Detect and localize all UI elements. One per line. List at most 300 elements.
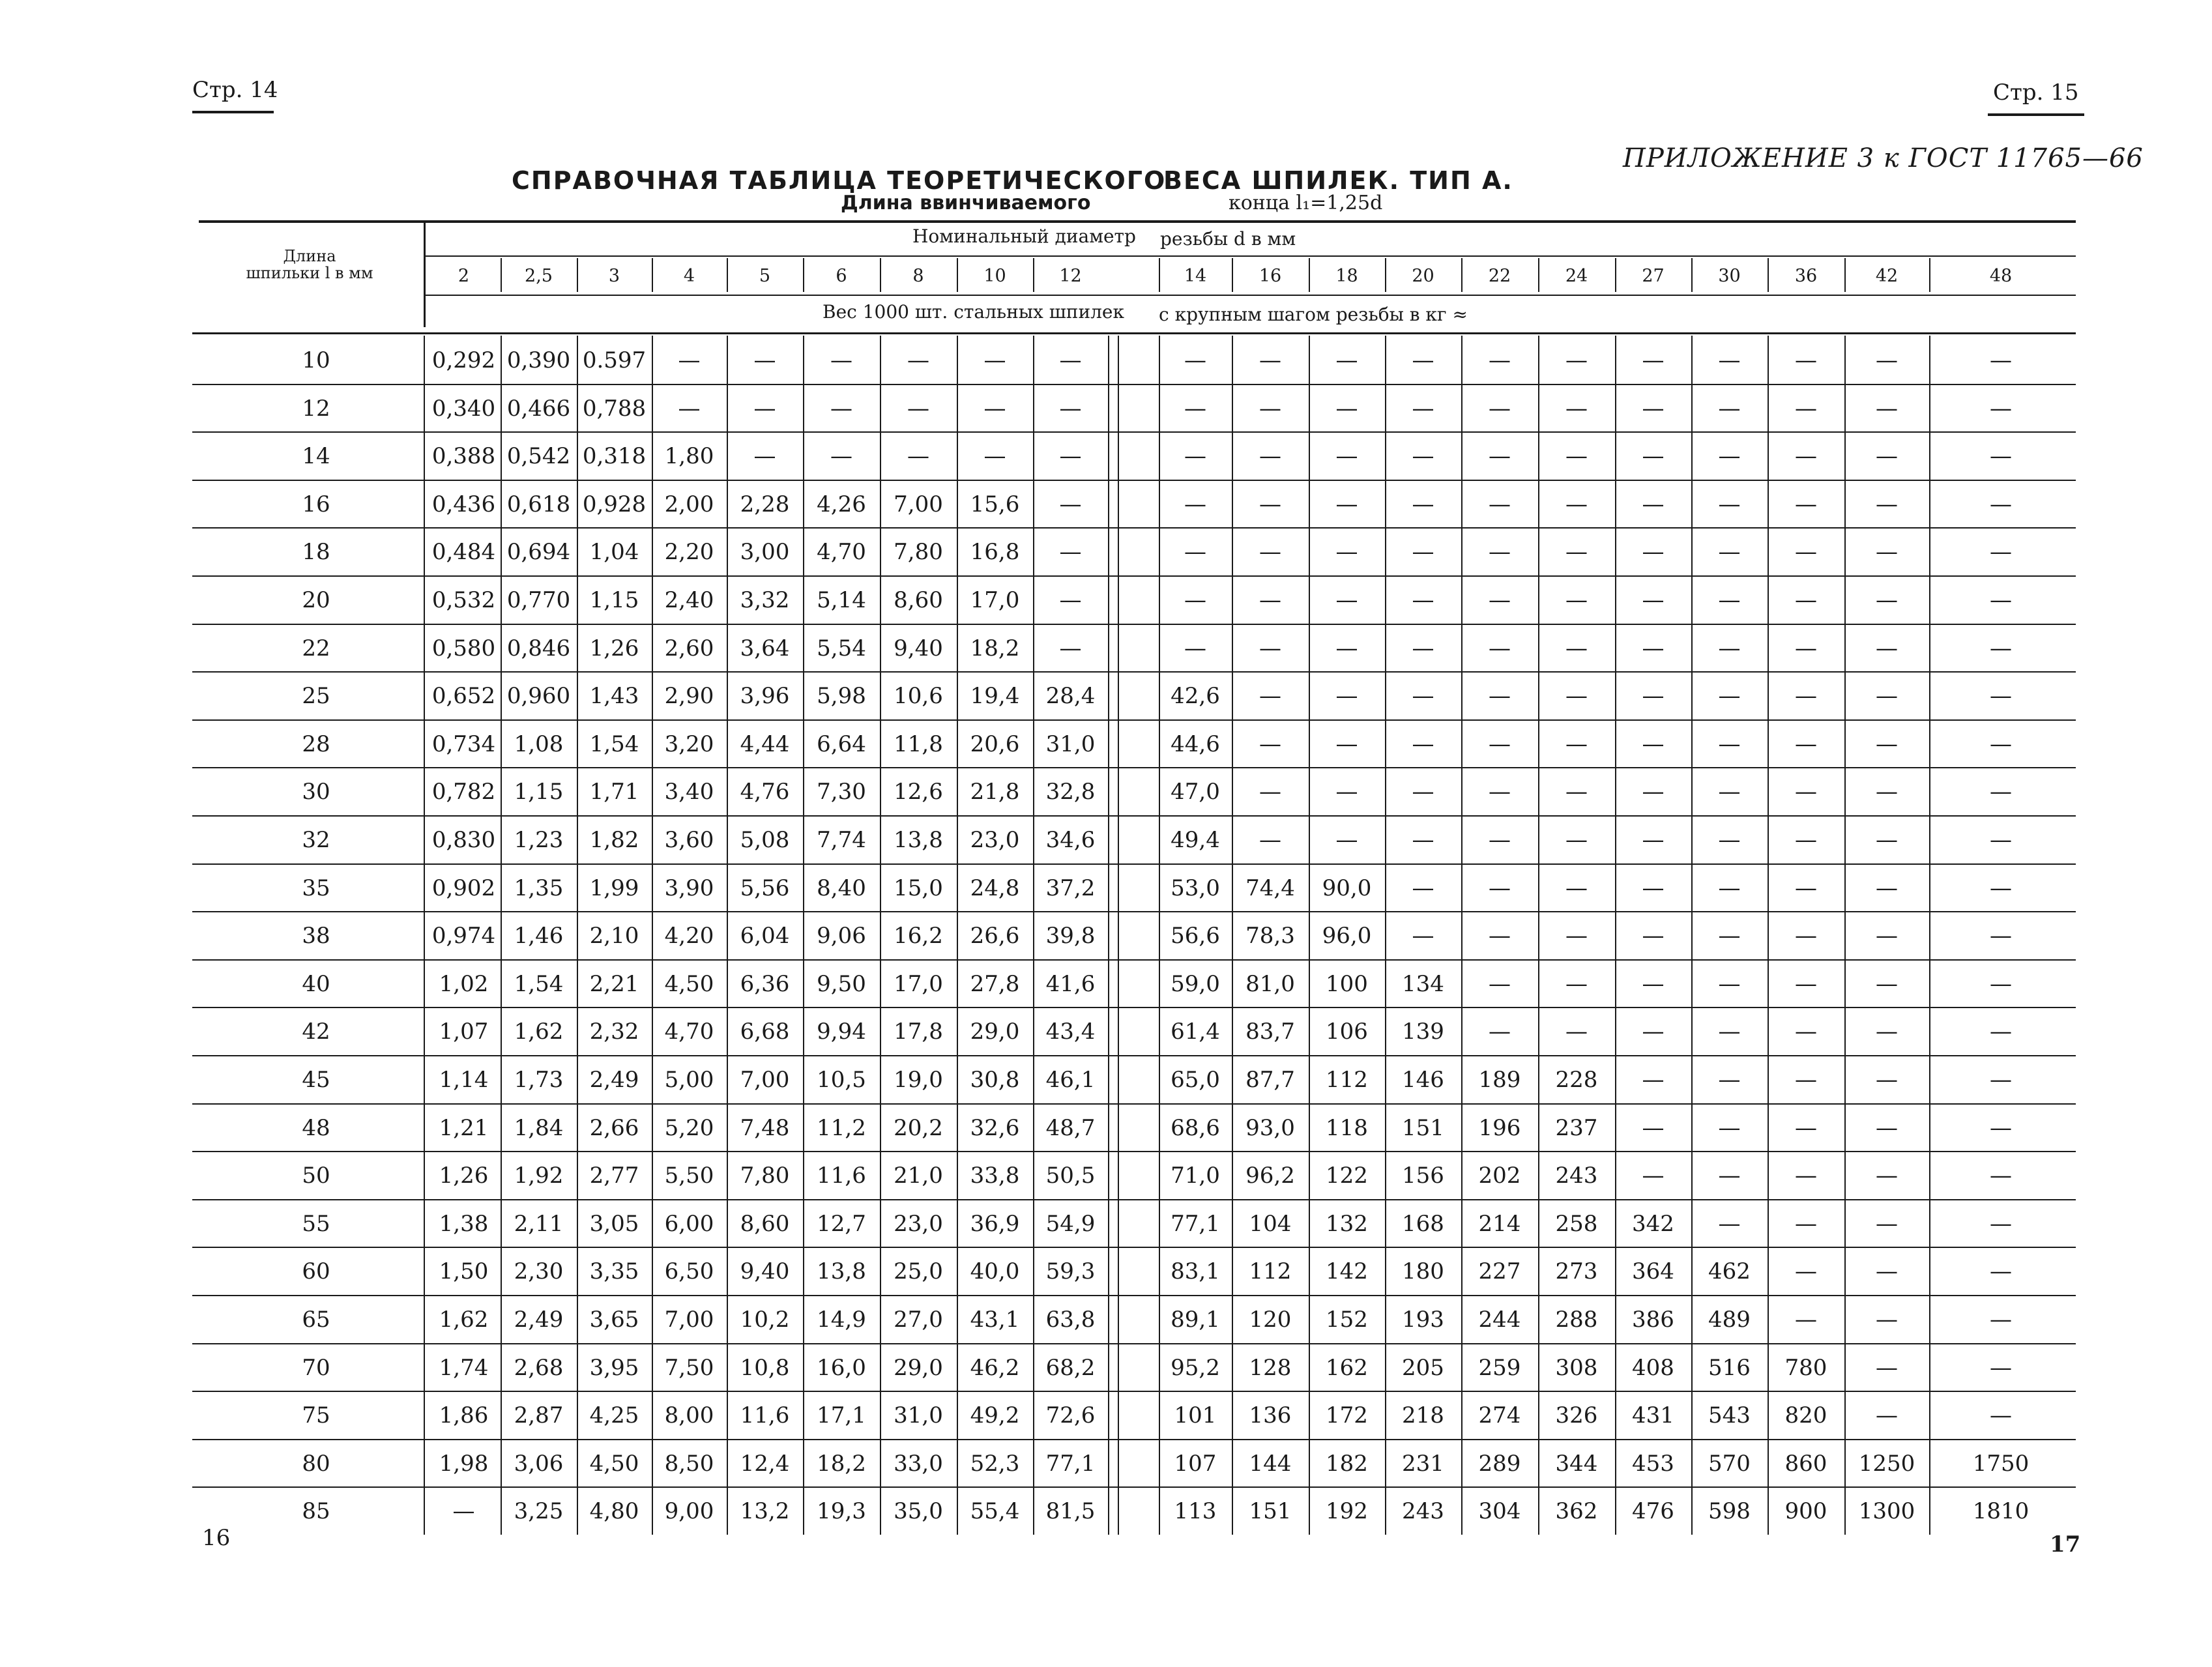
weight-cell: 6,50 bbox=[664, 1258, 714, 1285]
weight-cell: 37,2 bbox=[1045, 875, 1096, 901]
weight-cell: 408 bbox=[1632, 1354, 1674, 1381]
weight-cell: 1750 bbox=[1972, 1450, 2030, 1477]
weight-cell: 29,0 bbox=[894, 1354, 943, 1381]
weight-cell: 0,466 bbox=[506, 395, 571, 422]
weight-cell: — bbox=[1489, 539, 1511, 566]
weight-cell: — bbox=[1565, 875, 1588, 901]
row-rule bbox=[192, 719, 2076, 721]
weight-cell: — bbox=[907, 395, 929, 422]
weight-cell: — bbox=[1795, 827, 1817, 853]
diameter-header-cell: 20 bbox=[1412, 266, 1434, 286]
weight-cell: — bbox=[1990, 491, 2012, 517]
weight-cell: — bbox=[1795, 923, 1817, 949]
weight-cell: — bbox=[907, 347, 929, 373]
weight-cell: 19,0 bbox=[894, 1067, 943, 1093]
length-cell: 12 bbox=[302, 395, 330, 422]
weight-cell: 5,50 bbox=[664, 1163, 714, 1189]
weight-cell: 21,8 bbox=[970, 779, 1020, 805]
diameter-header-divider bbox=[501, 258, 502, 292]
weight-cell: — bbox=[1642, 395, 1665, 422]
weight-cell: 431 bbox=[1632, 1402, 1674, 1429]
row-rule bbox=[192, 384, 2076, 385]
weight-cell: 273 bbox=[1555, 1258, 1598, 1285]
weight-cell: 2,20 bbox=[664, 539, 714, 566]
weight-cell: — bbox=[678, 347, 701, 373]
weight-cell: 326 bbox=[1555, 1402, 1598, 1429]
weight-cell: 7,30 bbox=[817, 779, 866, 805]
weight-cell: — bbox=[1795, 395, 1817, 422]
weight-cell: 52,3 bbox=[970, 1450, 1020, 1477]
weight-cell: — bbox=[1259, 683, 1281, 710]
weight-cell: 41,6 bbox=[1045, 970, 1096, 997]
weight-cell: — bbox=[1412, 443, 1434, 470]
weight-cell: — bbox=[1795, 1114, 1817, 1141]
weight-cell: 32,6 bbox=[970, 1114, 1020, 1141]
weight-cell: 8,60 bbox=[740, 1210, 790, 1237]
weight-cell: — bbox=[983, 347, 1006, 373]
weight-cell: 570 bbox=[1708, 1450, 1751, 1477]
diameter-header-divider bbox=[652, 258, 653, 292]
weight-cell: — bbox=[1335, 539, 1358, 566]
weight-cell: — bbox=[1876, 683, 1898, 710]
diameter-header-divider bbox=[1461, 258, 1463, 292]
weight-cell: 68,2 bbox=[1045, 1354, 1096, 1381]
weight-cell: — bbox=[1718, 587, 1741, 613]
weight-cell: 0,782 bbox=[431, 779, 496, 805]
weight-cell: 17,1 bbox=[817, 1402, 866, 1429]
weight-cell: — bbox=[1876, 491, 1898, 517]
weight-cell: — bbox=[1642, 443, 1665, 470]
weight-cell: — bbox=[1876, 1210, 1898, 1237]
weight-cell: 132 bbox=[1326, 1210, 1368, 1237]
weight-cell: — bbox=[1059, 491, 1082, 517]
weight-cell: — bbox=[1335, 395, 1358, 422]
weight-cell: 1,02 bbox=[439, 970, 489, 997]
length-cell: 25 bbox=[302, 683, 330, 710]
weight-cell: — bbox=[1990, 875, 2012, 901]
weight-cell: — bbox=[1718, 1067, 1741, 1093]
weight-cell: — bbox=[1990, 1210, 2012, 1237]
weight-cell: — bbox=[1335, 491, 1358, 517]
weight-cell: 193 bbox=[1402, 1307, 1444, 1333]
weight-cell: — bbox=[1335, 347, 1358, 373]
weight-cell: 15,0 bbox=[894, 875, 943, 901]
diameter-header-cell: 22 bbox=[1488, 266, 1511, 286]
length-cell: 80 bbox=[302, 1450, 330, 1477]
weight-cell: — bbox=[1718, 635, 1741, 661]
weight-cell: 74,4 bbox=[1245, 875, 1295, 901]
weight-cell: — bbox=[1642, 587, 1665, 613]
weight-cell: — bbox=[1565, 683, 1588, 710]
weight-cell: 118 bbox=[1326, 1114, 1368, 1141]
weight-cell: 53,0 bbox=[1171, 875, 1220, 901]
weight-cell: — bbox=[753, 443, 776, 470]
weight-cell: 7,74 bbox=[817, 827, 866, 853]
weight-cell: 231 bbox=[1402, 1450, 1444, 1477]
page-number-left-underline bbox=[192, 111, 274, 113]
weight-cell: 1,84 bbox=[514, 1114, 564, 1141]
weight-cell: — bbox=[1184, 635, 1206, 661]
weight-cell: 33,0 bbox=[894, 1450, 943, 1477]
weight-cell: 48,7 bbox=[1045, 1114, 1096, 1141]
weight-cell: — bbox=[1795, 875, 1817, 901]
weight-cell: — bbox=[1876, 635, 1898, 661]
weight-cell: — bbox=[1565, 395, 1588, 422]
weight-cell: 5,20 bbox=[664, 1114, 714, 1141]
length-cell: 20 bbox=[302, 587, 330, 613]
weight-cell: 101 bbox=[1174, 1402, 1217, 1429]
weight-cell: 0,960 bbox=[506, 683, 571, 710]
diameter-header-cell: 18 bbox=[1335, 266, 1358, 286]
weight-cell: 19,4 bbox=[970, 683, 1020, 710]
weight-cell: — bbox=[1718, 875, 1741, 901]
weight-cell: 3,35 bbox=[589, 1258, 639, 1285]
weight-cell: — bbox=[1642, 539, 1665, 566]
row-rule bbox=[192, 767, 2076, 768]
weight-cell: — bbox=[830, 347, 852, 373]
weight-cell: — bbox=[1876, 1402, 1898, 1429]
weight-cell: 78,3 bbox=[1245, 923, 1295, 949]
weight-cell: 1,86 bbox=[439, 1402, 489, 1429]
weight-cell: 3,25 bbox=[514, 1498, 564, 1525]
diameter-header-cell: 27 bbox=[1642, 266, 1665, 286]
weight-cell: 34,6 bbox=[1045, 827, 1096, 853]
weight-cell: 3,65 bbox=[589, 1307, 639, 1333]
page-number-left: Стр. 14 bbox=[192, 77, 278, 103]
weight-cell: — bbox=[1412, 923, 1434, 949]
weight-cell: 46,1 bbox=[1045, 1067, 1096, 1093]
diameter-header-divider bbox=[1538, 258, 1539, 292]
weight-cell: 6,04 bbox=[740, 923, 790, 949]
length-cell: 10 bbox=[302, 347, 330, 373]
length-cell: 22 bbox=[302, 635, 330, 661]
weight-cell: — bbox=[1990, 1354, 2012, 1381]
weight-cell: 20,2 bbox=[894, 1114, 943, 1141]
weight-cell: 364 bbox=[1632, 1258, 1674, 1285]
weight-cell: 274 bbox=[1478, 1402, 1521, 1429]
weight-cell: 0,484 bbox=[431, 539, 496, 566]
length-cell: 14 bbox=[302, 443, 330, 470]
weight-cell: 12,7 bbox=[817, 1210, 866, 1237]
weight-cell: 96,2 bbox=[1245, 1163, 1295, 1189]
weight-cell: — bbox=[1876, 587, 1898, 613]
weight-cell: — bbox=[1795, 1163, 1817, 1189]
diameter-header-cell: 10 bbox=[983, 266, 1006, 286]
weight-cell: 202 bbox=[1478, 1163, 1521, 1189]
weight-cell: — bbox=[1795, 779, 1817, 805]
weight-cell: — bbox=[753, 395, 776, 422]
weight-cell: — bbox=[1876, 1354, 1898, 1381]
weight-cell: — bbox=[1876, 1114, 1898, 1141]
weight-cell: 151 bbox=[1402, 1114, 1444, 1141]
weight-cell: — bbox=[1876, 731, 1898, 757]
weight-cell: 218 bbox=[1402, 1402, 1444, 1429]
weight-cell: 0,340 bbox=[431, 395, 496, 422]
weight-cell: 4,20 bbox=[664, 923, 714, 949]
weight-cell: 192 bbox=[1326, 1498, 1368, 1525]
weight-cell: — bbox=[1184, 443, 1206, 470]
weight-cell: — bbox=[1412, 683, 1434, 710]
weight-cell: 54,9 bbox=[1045, 1210, 1096, 1237]
row-rule bbox=[192, 1199, 2076, 1200]
weight-cell: 1,43 bbox=[589, 683, 639, 710]
weight-cell: 11,6 bbox=[817, 1163, 866, 1189]
weight-cell: — bbox=[1718, 443, 1741, 470]
weight-cell: 42,6 bbox=[1171, 683, 1220, 710]
weight-cell: 462 bbox=[1708, 1258, 1751, 1285]
weight-cell: — bbox=[1795, 970, 1817, 997]
weight-cell: 17,0 bbox=[970, 587, 1020, 613]
weight-cell: 1,07 bbox=[439, 1019, 489, 1045]
weight-cell: — bbox=[1795, 1258, 1817, 1285]
weight-cell: — bbox=[1642, 731, 1665, 757]
weight-cell: 142 bbox=[1326, 1258, 1368, 1285]
weight-cell: 35,0 bbox=[894, 1498, 943, 1525]
weight-cell: 0,318 bbox=[582, 443, 647, 470]
weight-cell: 27,8 bbox=[970, 970, 1020, 997]
weight-cell: — bbox=[1990, 970, 2012, 997]
weight-cell: — bbox=[1184, 491, 1206, 517]
weight-cell: 31,0 bbox=[1045, 731, 1096, 757]
weight-cell: 83,1 bbox=[1171, 1258, 1220, 1285]
row-rule bbox=[192, 1343, 2076, 1344]
weight-cell: 122 bbox=[1326, 1163, 1368, 1189]
weight-cell: — bbox=[1795, 1067, 1817, 1093]
weight-cell: 0,292 bbox=[431, 347, 496, 373]
weight-cell: — bbox=[1642, 491, 1665, 517]
weight-cell: 1,08 bbox=[514, 731, 564, 757]
diameter-header-cell: 42 bbox=[1875, 266, 1899, 286]
weight-cell: 3,05 bbox=[589, 1210, 639, 1237]
weight-cell: 1,14 bbox=[439, 1067, 489, 1093]
length-cell: 32 bbox=[302, 827, 330, 853]
weight-cell: 112 bbox=[1326, 1067, 1368, 1093]
weight-cell: — bbox=[1795, 347, 1817, 373]
weight-cell: 50,5 bbox=[1045, 1163, 1096, 1189]
weight-cell: 2,90 bbox=[664, 683, 714, 710]
column-divider bbox=[1232, 336, 1233, 1535]
column-divider bbox=[1118, 336, 1119, 1535]
weight-cell: 1,35 bbox=[514, 875, 564, 901]
weight-cell: 7,50 bbox=[664, 1354, 714, 1381]
weight-cell: — bbox=[1990, 1163, 2012, 1189]
column-divider bbox=[1033, 336, 1034, 1535]
weight-cell: — bbox=[1565, 779, 1588, 805]
weight-cell: — bbox=[1412, 587, 1434, 613]
weight-cell: — bbox=[1642, 827, 1665, 853]
weight-cell: — bbox=[1335, 683, 1358, 710]
weight-cell: — bbox=[983, 395, 1006, 422]
weight-cell: — bbox=[1795, 1019, 1817, 1045]
weight-cell: 134 bbox=[1402, 970, 1444, 997]
weight-cell: — bbox=[1565, 970, 1588, 997]
weight-cell: — bbox=[1489, 923, 1511, 949]
weight-cell: — bbox=[1489, 635, 1511, 661]
weight-cell: — bbox=[1642, 1019, 1665, 1045]
diameter-header-divider bbox=[1159, 258, 1160, 292]
weight-cell: 205 bbox=[1402, 1354, 1444, 1381]
weight-cell: 1,99 bbox=[589, 875, 639, 901]
weight-cell: 14,9 bbox=[817, 1307, 866, 1333]
weight-cell: — bbox=[1990, 587, 2012, 613]
diameter-header-divider bbox=[880, 258, 881, 292]
weight-cell: 146 bbox=[1402, 1067, 1444, 1093]
length-cell: 65 bbox=[302, 1307, 330, 1333]
length-cell: 38 bbox=[302, 923, 330, 949]
weight-cell: — bbox=[1412, 827, 1434, 853]
weight-cell: 4,26 bbox=[817, 491, 866, 517]
row-rule bbox=[192, 1391, 2076, 1392]
weight-cell: 11,8 bbox=[894, 731, 943, 757]
weight-cell: — bbox=[1990, 1067, 2012, 1093]
weight-cell: 5,00 bbox=[664, 1067, 714, 1093]
weight-cell: — bbox=[1990, 779, 2012, 805]
weight-cell: 87,7 bbox=[1245, 1067, 1295, 1093]
row-rule bbox=[192, 527, 2076, 529]
weight-cell: — bbox=[1718, 779, 1741, 805]
weight-cell: 18,2 bbox=[970, 635, 1020, 661]
column-divider bbox=[1691, 336, 1693, 1535]
weight-cell: — bbox=[1259, 539, 1281, 566]
weight-cell: 8,40 bbox=[817, 875, 866, 901]
table-title-right: ВЕСА ШПИЛЕК. ТИП А. bbox=[1163, 166, 1513, 195]
weight-cell: — bbox=[1565, 635, 1588, 661]
weight-cell: 23,0 bbox=[970, 827, 1020, 853]
weight-cell: 43,4 bbox=[1045, 1019, 1096, 1045]
weight-cell: 0,788 bbox=[582, 395, 647, 422]
weight-cell: 0,542 bbox=[506, 443, 571, 470]
diameter-header-divider bbox=[803, 258, 804, 292]
diameter-header-cell: 4 bbox=[683, 266, 695, 286]
weight-cell: 0,928 bbox=[582, 491, 647, 517]
weight-cell: — bbox=[1876, 1307, 1898, 1333]
weight-cell: 12,6 bbox=[894, 779, 943, 805]
weight-cell: — bbox=[1412, 491, 1434, 517]
weight-cell: 1,92 bbox=[514, 1163, 564, 1189]
row-rule bbox=[192, 911, 2076, 912]
weight-cell: — bbox=[1412, 875, 1434, 901]
weight-cell: 49,4 bbox=[1171, 827, 1220, 853]
weight-cell: 1,62 bbox=[514, 1019, 564, 1045]
weight-cell: 44,6 bbox=[1171, 731, 1220, 757]
weight-cell: 63,8 bbox=[1045, 1307, 1096, 1333]
weight-cell: 81,0 bbox=[1245, 970, 1295, 997]
weight-cell: 172 bbox=[1326, 1402, 1368, 1429]
weight-cell: 4,70 bbox=[664, 1019, 714, 1045]
length-cell: 45 bbox=[302, 1067, 330, 1093]
weight-cell: 12,4 bbox=[740, 1450, 790, 1477]
weight-cell: — bbox=[1990, 683, 2012, 710]
weight-cell: — bbox=[1259, 395, 1281, 422]
weight-cell: 16,0 bbox=[817, 1354, 866, 1381]
weight-cell: 0,390 bbox=[506, 347, 571, 373]
weight-cell: 453 bbox=[1632, 1450, 1674, 1477]
weight-cell: — bbox=[1184, 395, 1206, 422]
weight-cell: — bbox=[1489, 683, 1511, 710]
weight-cell: 308 bbox=[1555, 1354, 1598, 1381]
weight-cell: — bbox=[1489, 491, 1511, 517]
weight-cell: 0.597 bbox=[582, 347, 647, 373]
weight-cell: — bbox=[1876, 970, 1898, 997]
weight-cell: 27,0 bbox=[894, 1307, 943, 1333]
weight-cell: — bbox=[1259, 731, 1281, 757]
weight-cell: — bbox=[1718, 491, 1741, 517]
weight-cell: 180 bbox=[1402, 1258, 1444, 1285]
weight-cell: 59,3 bbox=[1045, 1258, 1096, 1285]
weight-cell: — bbox=[1990, 923, 2012, 949]
weight-cell: 72,6 bbox=[1045, 1402, 1096, 1429]
row-rule bbox=[192, 1103, 2076, 1105]
column-divider bbox=[957, 336, 958, 1535]
diameter-header-divider bbox=[1844, 258, 1846, 292]
weight-cell: 152 bbox=[1326, 1307, 1368, 1333]
weight-cell: 128 bbox=[1249, 1354, 1292, 1381]
weight-cell: — bbox=[1565, 539, 1588, 566]
weight-cell: 243 bbox=[1555, 1163, 1598, 1189]
weight-cell: 112 bbox=[1249, 1258, 1292, 1285]
weight-cell: 81,5 bbox=[1045, 1498, 1096, 1525]
weight-cell: 7,00 bbox=[894, 491, 943, 517]
weight-cell: 9,40 bbox=[894, 635, 943, 661]
weight-cell: — bbox=[1718, 347, 1741, 373]
weight-cell: — bbox=[1795, 587, 1817, 613]
weight-cell: 3,00 bbox=[740, 539, 790, 566]
weight-cell: 10,6 bbox=[894, 683, 943, 710]
weight-cell: 59,0 bbox=[1171, 970, 1220, 997]
weight-cell: — bbox=[1489, 1019, 1511, 1045]
weight-cell: — bbox=[1990, 635, 2012, 661]
weight-cell: — bbox=[1335, 827, 1358, 853]
weight-cell: 104 bbox=[1249, 1210, 1292, 1237]
weight-cell: 3,32 bbox=[740, 587, 790, 613]
weight-cell: 7,80 bbox=[894, 539, 943, 566]
diameter-header-cell: 2,5 bbox=[525, 266, 553, 286]
weight-cell: — bbox=[1259, 635, 1281, 661]
column-divider bbox=[1159, 336, 1160, 1535]
weight-cell: 7,00 bbox=[740, 1067, 790, 1093]
column-divider bbox=[1461, 336, 1463, 1535]
weight-cell: 304 bbox=[1478, 1498, 1521, 1525]
weight-cell: 1810 bbox=[1972, 1498, 2030, 1525]
length-cell: 35 bbox=[302, 875, 330, 901]
weight-cell: — bbox=[1335, 635, 1358, 661]
weight-cell: 168 bbox=[1402, 1210, 1444, 1237]
weight-cell: 259 bbox=[1478, 1354, 1521, 1381]
page-number-right-underline bbox=[1988, 113, 2084, 116]
weight-cell: 214 bbox=[1478, 1210, 1521, 1237]
weight-cell: — bbox=[1259, 827, 1281, 853]
weight-cell: — bbox=[1795, 683, 1817, 710]
weight-cell: — bbox=[1489, 827, 1511, 853]
weight-cell: 6,00 bbox=[664, 1210, 714, 1237]
weight-cell: — bbox=[1990, 827, 2012, 853]
weight-cell: 1,21 bbox=[439, 1114, 489, 1141]
row-rule bbox=[192, 1439, 2076, 1440]
weight-cell: — bbox=[1412, 539, 1434, 566]
weight-cell: — bbox=[1642, 1067, 1665, 1093]
weight-cell: 33,8 bbox=[970, 1163, 1020, 1189]
weight-cell: — bbox=[1565, 491, 1588, 517]
weight-cell: 96,0 bbox=[1322, 923, 1372, 949]
weight-cell: 9,06 bbox=[817, 923, 866, 949]
weight-cell: 71,0 bbox=[1171, 1163, 1220, 1189]
weight-cell: 24,8 bbox=[970, 875, 1020, 901]
column-divider bbox=[652, 336, 653, 1535]
weight-cell: 1,26 bbox=[439, 1163, 489, 1189]
weight-cell: 2,10 bbox=[589, 923, 639, 949]
weight-cell: — bbox=[1642, 970, 1665, 997]
weight-cell: — bbox=[1335, 731, 1358, 757]
